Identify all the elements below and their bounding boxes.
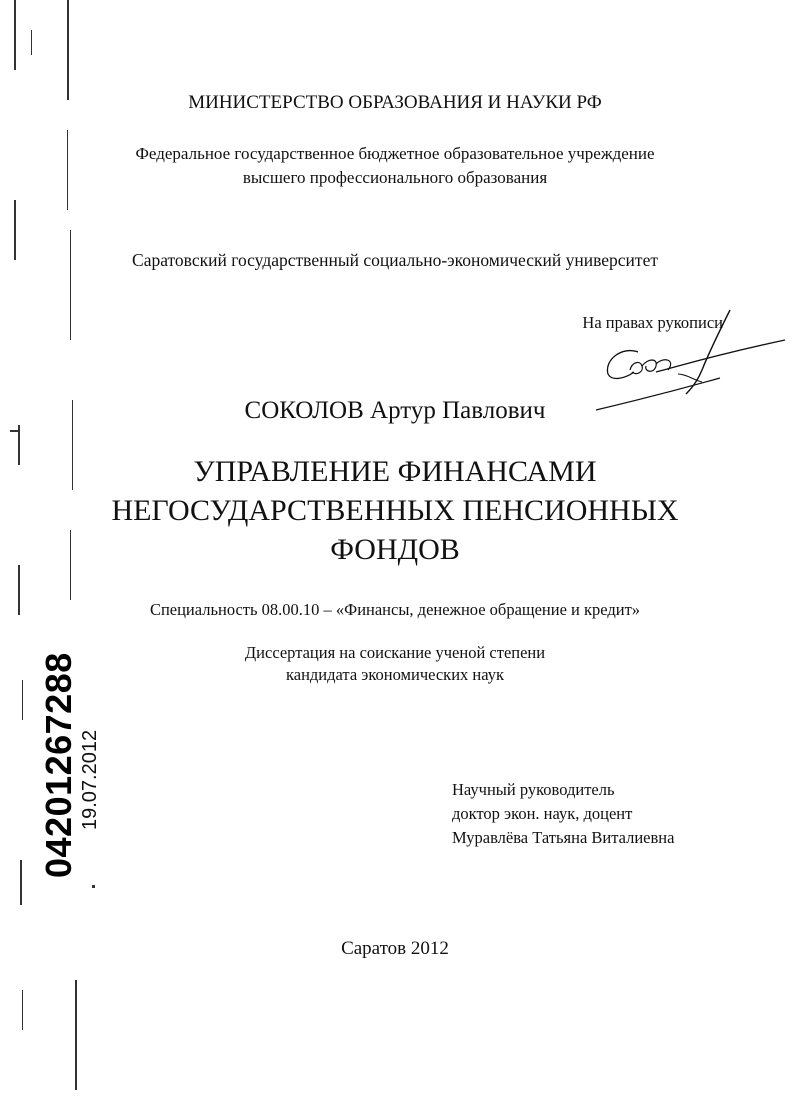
scan-artifact	[22, 680, 23, 720]
institution-block	[0, 142, 790, 190]
rights-notice: На правах рукописи	[582, 313, 723, 332]
supervisor-name: Муравлёва Татьяна Виталиевна	[452, 828, 675, 847]
scan-artifact	[22, 990, 23, 1030]
institution-line-2: высшего профессионального образования	[242, 168, 548, 187]
supervisor-credentials: доктор экон. наук, доцент	[452, 804, 633, 823]
title-line-2: НЕГОСУДАРСТВЕННЫХ ПЕНСИОННЫХ	[111, 494, 679, 527]
author-name: СОКОЛОВ Артур Павлович	[244, 397, 546, 424]
title-line-3: ФОНДОВ	[330, 533, 460, 566]
institution-line-1: Федеральное государственное бюджетное образовательное учреждение	[135, 144, 655, 163]
scan-artifact	[20, 860, 22, 905]
supervisor-label: Научный руководитель	[452, 780, 615, 799]
library-stamp-date: 19.07.2012	[79, 729, 101, 830]
dissertation-title	[0, 452, 790, 569]
scan-artifact	[75, 980, 77, 1090]
library-stamp-number: 04201267288	[38, 652, 79, 878]
supervisor-block	[452, 778, 674, 850]
title-line-1: УПРАВЛЕНИЕ ФИНАНСАМИ	[193, 455, 597, 488]
scan-artifact	[70, 230, 71, 340]
scan-artifact	[92, 885, 95, 888]
specialty: Специальность 08.00.10 – «Финансы, денежное обращение и кредит»	[149, 600, 641, 619]
scan-artifact	[67, 0, 69, 100]
scan-artifact	[14, 0, 16, 70]
university-name: Саратовский государственный социально-экономический университет	[132, 250, 658, 270]
degree-block	[0, 642, 790, 686]
degree-line-2: кандидата экономических наук	[285, 665, 504, 684]
degree-line-1: Диссертация на соискание ученой степени	[244, 643, 546, 662]
scan-artifact	[31, 30, 32, 55]
ministry-header: МИНИСТЕРСТВО ОБРАЗОВАНИЯ И НАУКИ РФ	[188, 92, 602, 113]
city-year: Саратов 2012	[341, 938, 449, 959]
